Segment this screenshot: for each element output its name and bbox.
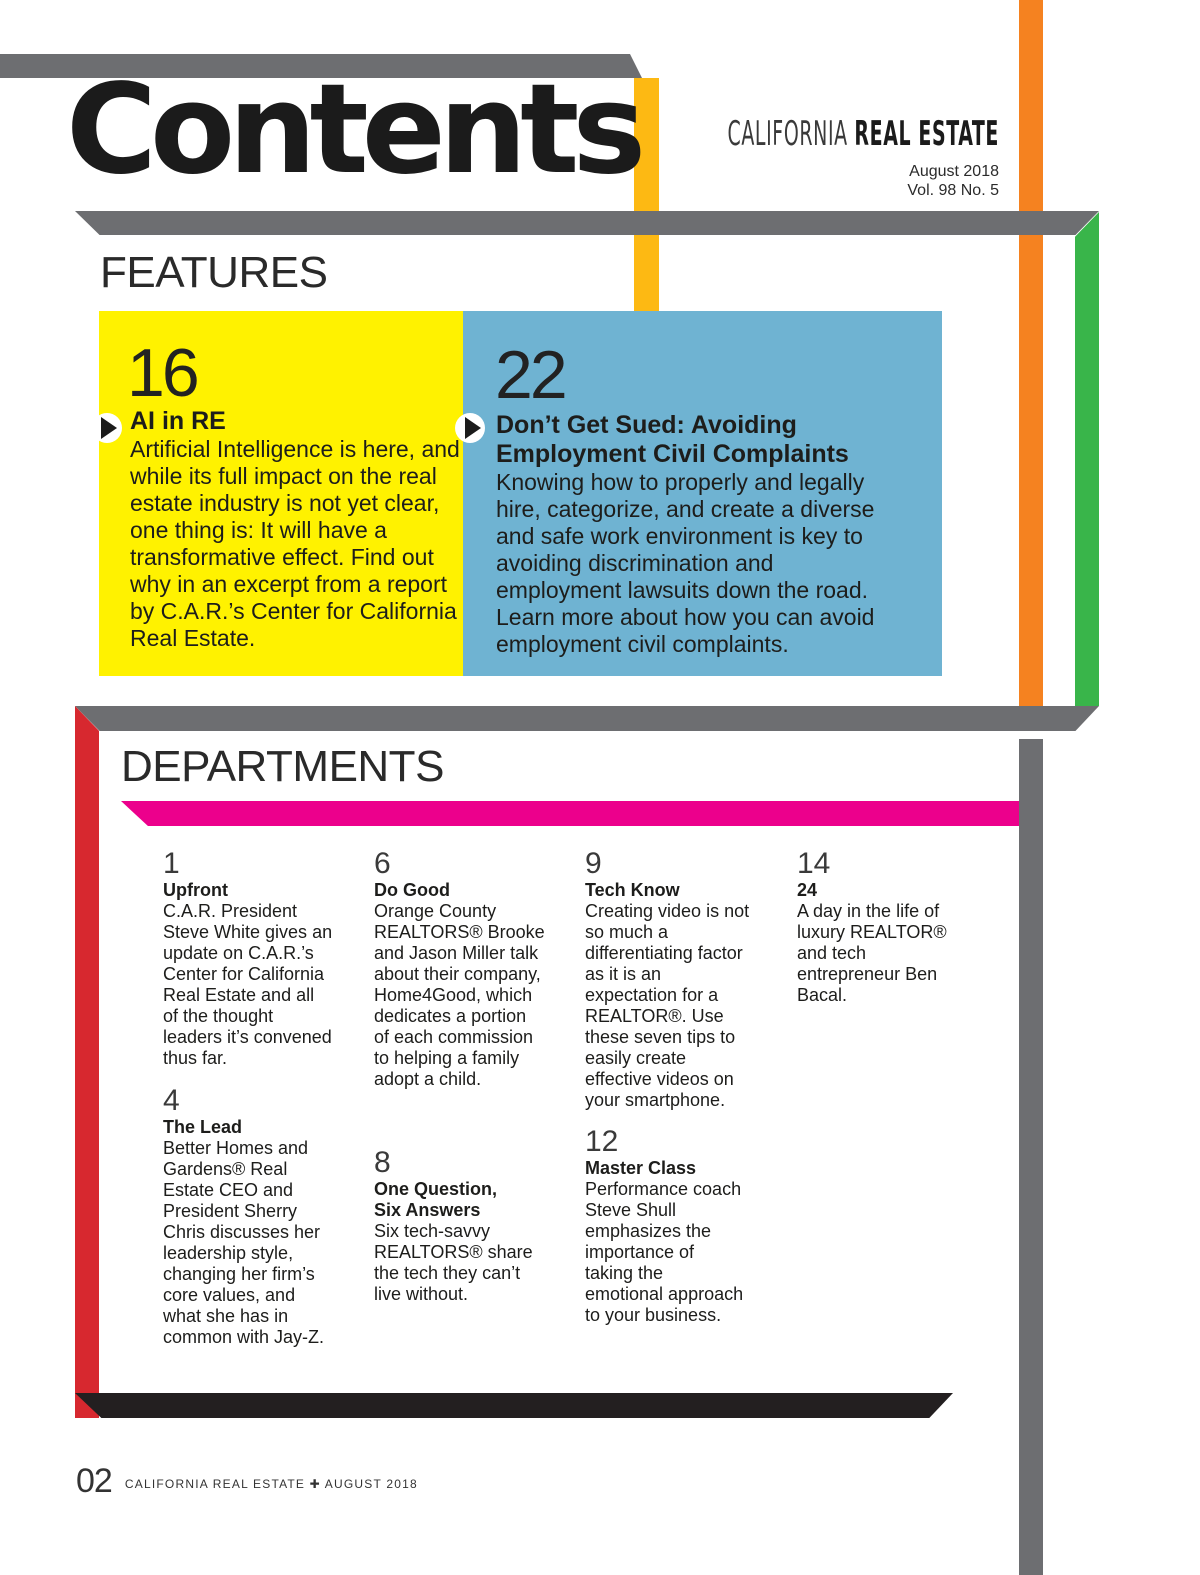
department-page-number: 8: [374, 1146, 391, 1179]
department-page-number: 9: [585, 847, 602, 880]
magazine-name-light: CALIFORNIA: [727, 114, 848, 154]
department-the-lead[interactable]: [163, 1085, 348, 1348]
issue-date: August 2018: [909, 163, 999, 180]
features-heading: FEATURES: [100, 248, 328, 297]
department-page-number: 6: [374, 847, 391, 880]
department-upfront[interactable]: [163, 848, 348, 1069]
department-description: A day in the life of luxury REALTOR® and tech entrepreneur Ben Bacal.: [797, 901, 947, 1005]
page-title: Contents: [66, 58, 640, 202]
magenta-bar: [121, 801, 1019, 826]
department-description: Orange County REALTORS® Brooke and Jason Miller talk about their company, Home4Good, which dedicates a portion of each commission to helping a family adopt a child.: [374, 901, 545, 1089]
department-tech-know[interactable]: [585, 848, 770, 1111]
footer-page-number: 02: [76, 1462, 112, 1500]
department-title: 24: [797, 880, 818, 900]
department-title: The Lead: [163, 1117, 243, 1137]
masthead: [561, 114, 999, 200]
feature-text: [496, 411, 886, 658]
play-arrow-icon: [465, 417, 481, 439]
department-24[interactable]: [797, 848, 982, 1006]
feature-title: AI in RE: [130, 407, 226, 435]
department-title: Upfront: [163, 880, 228, 900]
magazine-name-bold: REAL ESTATE: [854, 114, 999, 154]
feature-page-number: 16: [127, 335, 197, 411]
issue-volume: Vol. 98 No. 5: [907, 182, 999, 199]
feature-card-lawsuits[interactable]: [463, 311, 942, 676]
feature-description: Artificial Intelligence is here, and while its full impact on the real estate industry is not yet clear, one thing is: It will have a transformative effect. Find out why in an excerpt from a report by C.A.R.’s Center for California Real Estate.: [130, 436, 460, 651]
feature-card-ai[interactable]: [99, 311, 463, 676]
department-master-class[interactable]: [585, 1126, 770, 1326]
red-vertical-bar: [75, 706, 99, 1418]
department-do-good[interactable]: [374, 848, 559, 1090]
department-title: Master Class: [585, 1158, 697, 1178]
department-description: Creating video is not so much a differentiating factor as it is an expectation for a REALTOR®. Use these seven tips to easily create effective videos on your smartphone.: [585, 901, 750, 1110]
lower-gray-bar: [75, 706, 1099, 731]
feature-page-number: 22: [495, 337, 565, 413]
department-one-question[interactable]: [374, 1147, 559, 1305]
department-description: Performance coach Steve Shull emphasizes the importance of taking the emotional approach to your business.: [585, 1179, 744, 1325]
orange-vertical-bar: [1019, 0, 1043, 706]
department-page-number: 14: [797, 847, 831, 880]
play-arrow-icon: [101, 417, 117, 439]
department-description: C.A.R. President Steve White gives an update on C.A.R.’s Center for California Real Estate and all of the thought leaders it’s convened thus far.: [163, 901, 333, 1068]
department-description: Better Homes and Gardens® Real Estate CEO and President Sherry Chris discusses her leadership style, changing her firm’s core values, and what she has in common with Jay-Z.: [163, 1138, 325, 1347]
department-page-number: 12: [585, 1125, 619, 1158]
department-page-number: 4: [163, 1084, 180, 1117]
mid-gray-bar: [75, 211, 1099, 235]
magazine-name: [727, 114, 999, 154]
department-title: Do Good: [374, 880, 450, 900]
department-title: Tech Know: [585, 880, 680, 900]
department-title: One Question, Six Answers: [374, 1179, 498, 1220]
feature-text: [130, 407, 460, 652]
bottom-black-bar: [75, 1393, 953, 1418]
feature-title: Don’t Get Sued: Avoiding Employment Civil Complaints: [496, 411, 849, 468]
departments-heading: DEPARTMENTS: [121, 742, 444, 791]
footer-text: CALIFORNIA REAL ESTATE ✚ AUGUST 2018: [124, 1477, 418, 1491]
green-vertical-bar: [1075, 212, 1099, 706]
page-footer: [76, 1462, 418, 1501]
feature-description: Knowing how to properly and legally hire, categorize, and create a diverse and safe work environment is key to avoiding discrimination and employment lawsuits down the road. Learn more about how you can avoid employment civil complaints.: [496, 469, 875, 657]
department-page-number: 1: [163, 847, 180, 880]
department-description: Six tech-savvy REALTORS® share the tech they can’t live without.: [374, 1221, 533, 1304]
right-gray-vertical-bar: [1019, 739, 1043, 1575]
